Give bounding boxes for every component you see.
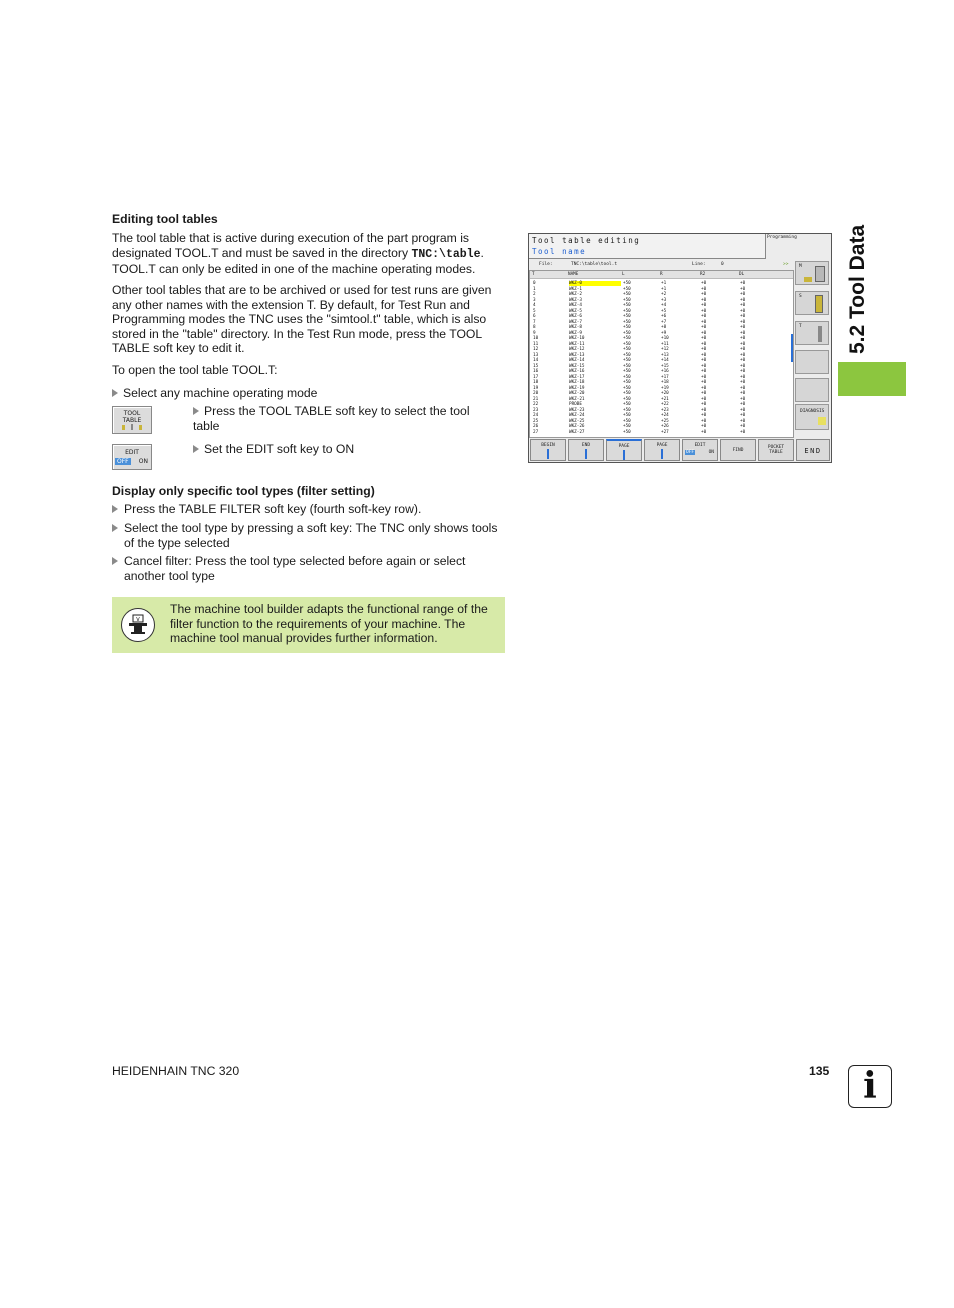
table-cell: +19 [661,385,669,391]
table-cell: +50 [623,418,631,424]
table-cell: 7 [533,319,536,325]
table-cell: WKZ-9 [569,330,582,336]
table-cell: +50 [623,347,631,352]
table-row[interactable] [531,320,792,325]
arrow-down-end-icon [585,449,587,459]
table-cell: +50 [623,330,631,336]
table-cell: +0 [740,352,746,358]
softkey-pocket-table[interactable] [758,439,794,461]
col-header-name: NAME [568,272,579,277]
side-key-empty-2[interactable] [795,378,829,402]
table-cell: +0 [701,314,707,319]
table-row[interactable] [531,369,792,374]
table-cell: +0 [701,418,707,424]
table-row[interactable] [531,402,792,407]
table-cell: +50 [623,358,631,363]
table-cell: WKZ-10 [569,336,585,341]
tool-table-header [530,271,793,279]
table-cell: +0 [701,396,707,402]
table-cell: WKZ-1 [569,286,582,292]
table-cell: +23 [661,407,669,413]
bullet-arrow-icon [112,505,118,513]
step-tool-table [193,404,493,433]
table-cell: WKZ-25 [569,418,585,424]
table-cell: 25 [533,418,539,424]
side-key-m-label: M [799,264,802,269]
side-key-t-label: T [799,324,802,329]
softkey-find[interactable] [720,439,756,461]
table-cell: WKZ-6 [569,314,582,319]
step-arrow-icon [193,407,199,415]
table-row[interactable] [531,298,792,303]
table-cell: +14 [661,358,669,363]
paragraph-intro-text-a: The tool table that is active during execution of the part program is designated TOOL.T and must be saved in the directory [112,231,470,260]
table-cell: WKZ-5 [569,308,582,314]
table-cell: +27 [661,429,669,435]
table-cell: 2 [533,292,536,297]
table-cell: +0 [740,330,746,336]
table-cell: +0 [701,292,707,297]
table-row[interactable] [531,347,792,352]
table-cell: +50 [623,314,631,319]
table-cell: +0 [701,413,707,418]
table-cell: +0 [701,374,707,380]
table-cell: +0 [740,319,746,325]
table-cell: WKZ-18 [569,380,585,385]
table-cell: WKZ-17 [569,374,585,380]
table-cell: +0 [740,374,746,380]
table-cell: +3 [661,297,667,303]
col-header-r2: R2 [700,272,706,277]
table-cell: 9 [533,330,536,336]
softkey-page-down[interactable] [644,439,680,461]
table-cell: +0 [740,336,746,341]
table-row[interactable] [531,408,792,413]
step-edit-on [193,442,354,457]
table-cell: +50 [623,374,631,380]
table-cell: +0 [701,325,707,330]
table-cell: +0 [701,319,707,325]
table-cell: 4 [533,303,536,308]
table-cell: +0 [740,325,746,330]
table-cell: +0 [740,297,746,303]
svg-text:V: V [136,617,140,623]
table-cell: +0 [701,308,707,314]
table-cell: 23 [533,407,539,413]
table-cell: +18 [661,380,669,385]
table-cell: 21 [533,396,539,402]
filter-bullet-1-text: Press the TABLE FILTER soft key (fourth soft-key row). [124,502,422,516]
table-cell: +50 [623,391,631,396]
screen-title: Tool table editing [532,236,641,245]
softkey-end-nav[interactable] [568,439,604,461]
edit-off-indicator: OFF [117,458,129,465]
paragraph-intro [112,231,505,277]
tool-icons [113,424,151,431]
table-cell: +0 [701,380,707,385]
table-cell: +2 [661,292,667,297]
table-row[interactable] [531,309,792,314]
table-cell: +0 [740,308,746,314]
table-cell: 18 [533,380,539,385]
table-cell: WKZ-11 [569,341,585,347]
side-key-diagnosis-label: DIAGNOSIS [800,409,825,414]
table-cell: +50 [623,424,631,429]
table-cell: +6 [661,314,667,319]
table-cell: +0 [740,341,746,347]
table-row[interactable] [531,353,792,358]
footer-manual-title: HEIDENHAIN TNC 320 [112,1064,240,1078]
table-cell: +50 [623,402,631,407]
softkey-edit[interactable] [682,439,718,461]
table-cell: +5 [661,308,667,314]
table-cell: 27 [533,429,539,435]
side-key-diagnosis[interactable] [795,404,829,430]
footer-page-number: 135 [809,1064,830,1078]
table-cell: +0 [740,429,746,435]
bullet-arrow-icon [112,524,118,532]
softkey-pocket-table-label: POCKET TABLE [767,445,785,455]
table-cell: +4 [661,303,667,308]
screen-edit-on: ON [708,450,714,455]
tool-change-icon [818,326,822,342]
table-row[interactable] [531,358,792,363]
step-select-mode-text: Select any machine operating mode [123,386,318,400]
table-cell: 19 [533,385,539,391]
table-cell: 15 [533,363,539,369]
diagnosis-icon [818,417,826,425]
filter-bullet-1 [112,502,514,517]
directory-code: TNC:\table [411,247,481,261]
table-cell: +0 [701,385,707,391]
line-label: Line: [692,262,706,267]
table-row[interactable] [531,413,792,418]
table-cell: WKZ-23 [569,407,585,413]
table-cell: +22 [661,402,669,407]
table-cell: +0 [701,303,707,308]
table-cell: 1 [533,286,536,292]
paragraph-other-tables: Other tool tables that are to be archived or used for test runs are given any other names with the extension T. By default, for Test Run and Programming modes the TNC uses the "simtool.t" table, which is also stored in the "table" directory. In the Test Run mode, press the TOOL TABLE soft key to edit it. [112,283,492,356]
table-row[interactable] [531,380,792,385]
table-row[interactable] [531,424,792,429]
table-row[interactable] [531,314,792,319]
screen-edit-off: OFF [686,450,695,455]
table-cell: +9 [661,330,667,336]
note-text: The machine tool builder adapts the functional range of the filter function to the requirements of your machine. The machine tool manual provides further information. [170,602,488,646]
table-cell: +0 [740,347,746,352]
table-cell: +50 [623,303,631,308]
side-key-m[interactable] [795,261,829,285]
table-row[interactable] [531,331,792,336]
side-tab-title: 5.2 Tool Data [846,224,869,354]
table-cell: WKZ-19 [569,385,585,391]
filter-bullet-2-text: Select the tool type by pressing a soft key: The TNC only shows tools of the type selected [124,521,498,550]
screen-mode: Programming [767,235,797,240]
table-cell: +50 [623,380,631,385]
table-cell: +0 [740,402,746,407]
table-cell: +0 [740,292,746,297]
tool-table [529,270,794,438]
info-icon [848,1065,892,1108]
table-cell: +50 [623,407,631,413]
table-cell: +0 [701,369,707,374]
table-cell: +0 [701,424,707,429]
table-cell: +0 [701,391,707,396]
table-cell: WKZ-26 [569,424,585,429]
step-arrow-icon [112,389,118,397]
step-edit-on-text: Set the EDIT soft key to ON [204,442,355,456]
table-cell: WKZ-20 [569,391,585,396]
table-cell: +12 [661,347,669,352]
table-cell: 13 [533,352,539,358]
col-header-r: R [660,272,663,277]
table-cell: WKZ-14 [569,358,585,363]
table-row[interactable] [531,391,792,396]
side-key-s-label: S [799,294,802,299]
arrow-up-page-icon [623,450,625,460]
file-info-bar [529,261,792,269]
table-cell: +50 [623,336,631,341]
table-cell: +7 [661,319,667,325]
table-cell: +0 [701,341,707,347]
table-cell: WKZ-24 [569,413,585,418]
table-row[interactable] [531,342,792,347]
table-cell: WKZ-3 [569,297,582,303]
table-cell: +20 [661,391,669,396]
table-cell: +0 [701,358,707,363]
side-key-empty-1[interactable] [795,350,829,374]
table-row[interactable] [531,430,792,435]
softkey-page-down-label: PAGE [656,443,668,448]
table-cell: +0 [701,286,707,292]
table-cell: WKZ-0 [569,281,621,286]
table-cell: WKZ-4 [569,303,582,308]
table-cell: +0 [740,385,746,391]
table-cell: +0 [740,281,746,286]
tool-table-body [530,281,793,436]
table-row[interactable] [531,303,792,308]
table-cell: 12 [533,347,539,352]
table-cell: +0 [701,363,707,369]
table-cell: +16 [661,369,669,374]
softkey-begin-label: BEGIN [541,443,555,448]
side-key-s[interactable] [795,291,829,315]
table-cell: +0 [740,314,746,319]
table-cell: +50 [623,286,631,292]
table-cell: +0 [740,424,746,429]
softkey-end[interactable] [796,439,830,461]
table-cell: +0 [701,297,707,303]
table-cell: +50 [623,385,631,391]
table-cell: +1 [661,281,667,286]
table-cell: +8 [661,325,667,330]
table-cell: +0 [740,391,746,396]
table-cell: +0 [740,396,746,402]
table-cell: 20 [533,391,539,396]
filter-bullet-3 [112,554,504,583]
arrow-down-page-icon [661,449,663,459]
tool-table-softkey[interactable] [112,406,152,434]
table-cell: +24 [661,413,669,418]
table-row[interactable] [531,375,792,380]
softkey-find-label: FIND [732,448,744,453]
table-row[interactable] [531,336,792,341]
table-cell: +50 [623,363,631,369]
scroll-indicator [791,334,793,362]
softkey-end-label: END [804,447,822,455]
table-row[interactable] [531,364,792,369]
table-row[interactable] [531,292,792,297]
table-cell: +0 [701,352,707,358]
tnc-screenshot [528,233,832,463]
table-cell: +0 [701,402,707,407]
speed-icon [815,295,823,313]
table-cell: 5 [533,308,536,314]
side-tab-bar [838,362,906,396]
spindle-icon [815,266,825,282]
table-cell: +0 [701,429,707,435]
table-row[interactable] [531,287,792,292]
section-heading-editing: Editing tool tables [112,212,218,226]
section-heading-filter: Display only specific tool types (filter setting) [112,484,375,498]
softkey-end-nav-label: END [581,443,591,448]
table-cell: +0 [740,418,746,424]
table-cell: +0 [740,303,746,308]
col-header-t: T [532,272,535,277]
table-cell: WKZ-13 [569,352,585,358]
col-header-dl: DL [739,272,745,277]
tool-table-softkey-line1: TOOL [123,410,141,417]
filter-bullet-2 [112,521,508,550]
table-cell: +50 [623,369,631,374]
tool-table-softkey-line2: TABLE [122,417,142,424]
table-cell: 0 [533,281,536,286]
table-cell: +0 [740,380,746,385]
filter-bullet-3-text: Cancel filter: Press the tool type selected before again or select another tool type [124,554,466,583]
table-cell: +17 [661,374,669,380]
table-cell: WKZ-7 [569,319,582,325]
machine-builder-icon [121,608,155,642]
edit-softkey-label: EDIT [125,449,139,456]
screen-header [529,234,766,259]
softkey-edit-label: EDIT [694,443,706,448]
table-cell: +50 [623,352,631,358]
table-row[interactable] [531,325,792,330]
table-cell: 11 [533,341,539,347]
table-cell: +0 [740,407,746,413]
table-cell: 8 [533,325,536,330]
softkey-begin[interactable] [530,439,566,461]
table-cell: +50 [623,413,631,418]
table-cell: +50 [623,292,631,297]
line-value: 0 [721,262,724,267]
step-tool-table-text: Press the TOOL TABLE soft key to select the tool table [193,404,470,433]
table-cell: WKZ-21 [569,396,585,402]
table-cell: 22 [533,402,539,407]
step-select-mode [112,386,317,401]
spindle-status-icon [804,277,812,282]
step-arrow-icon [193,445,199,453]
table-cell: +50 [623,341,631,347]
table-row[interactable] [531,281,792,286]
table-row[interactable] [531,397,792,402]
table-cell: +0 [701,347,707,352]
file-label: File: [539,262,553,267]
table-cell: WKZ-15 [569,363,585,369]
table-cell: +0 [701,330,707,336]
softkey-page-up-label: PAGE [618,444,630,449]
more-arrow: >> [783,262,789,267]
file-path: TNC:\table\tool.t [571,262,618,267]
table-cell: 16 [533,369,539,374]
table-row[interactable] [531,386,792,391]
table-cell: +0 [740,413,746,418]
bullet-arrow-icon [112,557,118,565]
table-cell: +11 [661,341,669,347]
table-cell: WKZ-16 [569,369,585,374]
softkey-page-up[interactable] [606,439,642,461]
table-cell: +0 [701,281,707,286]
table-cell: +13 [661,352,669,358]
edit-softkey[interactable] [112,444,152,470]
table-cell: WKZ-8 [569,325,582,330]
table-cell: +26 [661,424,669,429]
table-cell: +0 [701,336,707,341]
table-cell: +0 [740,363,746,369]
screen-subtitle: Tool name [532,247,587,256]
note-box [112,597,505,653]
side-key-t[interactable] [795,321,829,345]
table-cell: WKZ-12 [569,347,585,352]
table-cell: +1 [661,286,667,292]
table-cell: PROBE [569,402,582,407]
table-cell: 6 [533,314,536,319]
table-cell: +50 [623,429,631,435]
paragraph-intro-text-b: . TOOL.T can only be edited in one of the machine operating modes. [112,245,484,277]
table-cell: +50 [623,281,631,286]
info-icon-letter: i [863,1065,877,1107]
table-cell: +50 [623,297,631,303]
table-cell: +10 [661,336,669,341]
table-cell: 24 [533,413,539,418]
table-cell: +0 [701,407,707,413]
paragraph-open-table: To open the tool table TOOL.T: [112,363,278,377]
table-cell: 10 [533,336,539,341]
table-cell: 17 [533,374,539,380]
col-header-l: L [622,272,625,277]
table-cell: +50 [623,325,631,330]
edit-on-indicator: ON [138,458,148,465]
table-cell: +50 [623,319,631,325]
table-cell: +0 [740,369,746,374]
table-cell: 14 [533,358,539,363]
table-cell: +50 [623,308,631,314]
table-cell: +0 [740,358,746,363]
table-cell: +21 [661,396,669,402]
table-cell: 3 [533,297,536,303]
table-cell: 26 [533,424,539,429]
table-row[interactable] [531,419,792,424]
table-cell: +15 [661,363,669,369]
table-cell: +50 [623,396,631,402]
table-cell: +25 [661,418,669,424]
arrow-up-begin-icon [547,449,549,459]
table-cell: WKZ-2 [569,292,582,297]
table-cell: WKZ-27 [569,429,585,435]
table-cell: +0 [740,286,746,292]
